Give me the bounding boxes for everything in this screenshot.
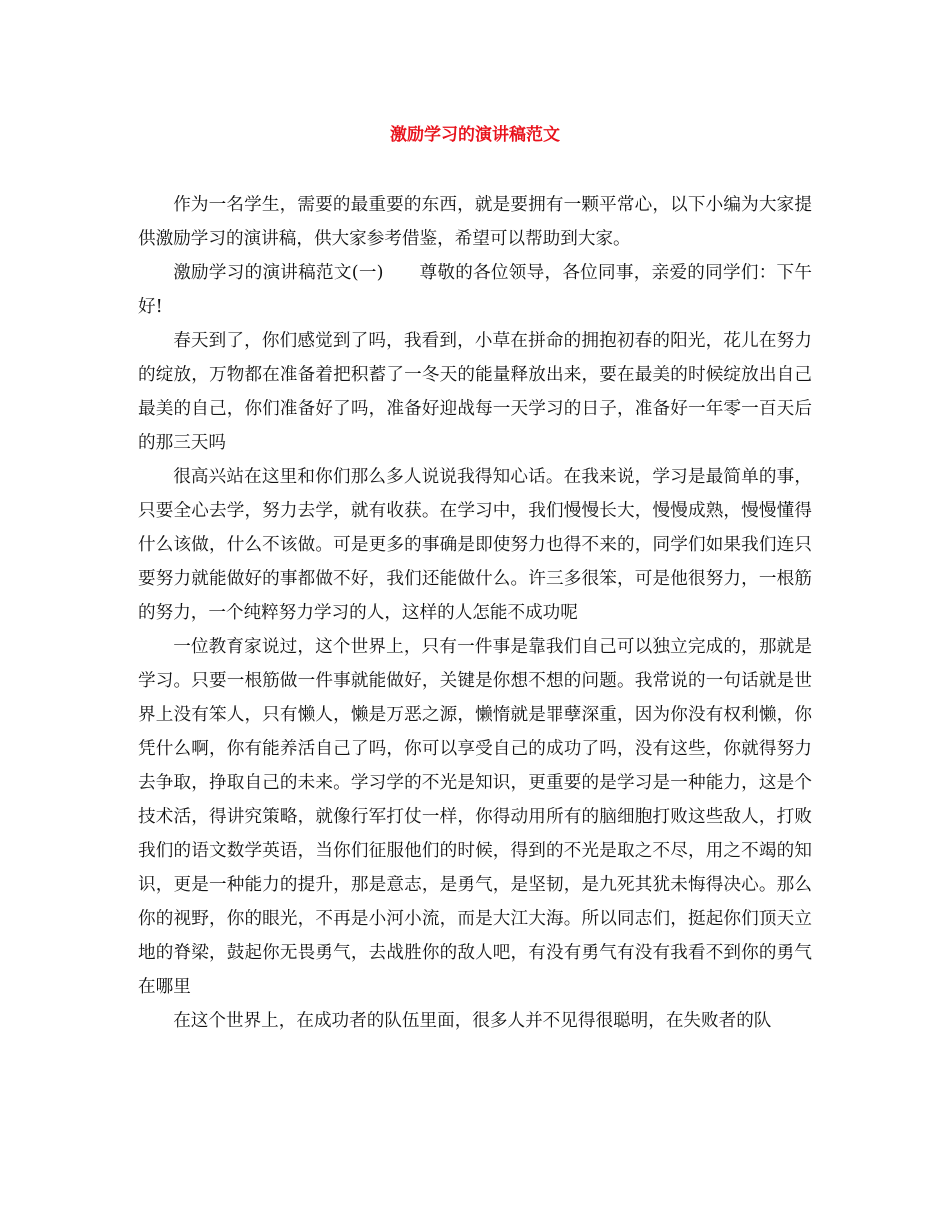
document-title: 激励学习的演讲稿范文 — [390, 125, 560, 145]
paragraph: 作为一名学生，需要的最重要的东西，就是要拥有一颗平常心，以下小编为大家提供激励学习的演讲稿，供大家参考借鉴，希望可以帮助到大家。 — [138, 195, 812, 249]
paragraph: 在这个世界上，在成功者的队伍里面，很多人并不见得很聪明，在失败者的队 — [173, 1011, 772, 1031]
paragraph: 春天到了，你们感觉到了吗，我看到，小草在拼命的拥抱初春的阳光，花儿在努力的绽放，万物都在准备着把积蓄了一冬天的能量释放出来，要在最美的时候绽放出自己最美的自己，你们准备好了吗，准备好迎战每一天学习的日子，准备好一年零一百天后的那三天吗 — [138, 331, 812, 453]
paragraph: 激励学习的演讲稿范文(一) 尊敬的各位领导，各位同事，亲爱的同学们：下午好! — [138, 263, 812, 317]
paragraph: 很高兴站在这里和你们那么多人说说我得知心话。在我来说，学习是最简单的事，只要全心去学，努力去学，就有收获。在学习中，我们慢慢长大，慢慢成熟，慢慢懂得什么该做，什么不该做。可是更多的事确是即使努力也得不来的，同学们如果我们连只要努力就能做好的事都做不好，我们还能做什么。许三多很笨，可是他很努力，一根筋的努力，一个纯粹努力学习的人，这样的人怎能不成功呢 — [138, 467, 812, 623]
paragraph: 一位教育家说过，这个世界上，只有一件事是靠我们自己可以独立完成的，那就是学习。只要一根筋做一件事就能做好，关键是你想不想的问题。我常说的一句话就是世界上没有笨人，只有懒人，懒是万恶之源，懒惰就是罪孽深重，因为你没有权利懒，你凭什么啊，你有能养活自己了吗，你可以享受自己的成功了吗，没有这些，你就得努力去争取，挣取自己的未来。学习学的不光是知识，更重要的是学习是一种能力，这是个技术活，得讲究策略，就像行军打仗一样，你得动用所有的脑细胞打败这些敌人，打败我们的语文数学英语，当你们征服他们的时候，得到的不光是取之不尽，用之不竭的知识，更是一种能力的提升，那是意志，是勇气，是坚韧，是九死其犹未悔得决心。那么你的视野，你的眼光，不再是小河小流，而是大江大海。所以同志们，挺起你们顶天立地的脊梁，鼓起你无畏勇气，去战胜你的敌人吧，有没有勇气有没有我看不到你的勇气在哪里 — [138, 637, 812, 997]
document-body — [138, 188, 812, 1038]
